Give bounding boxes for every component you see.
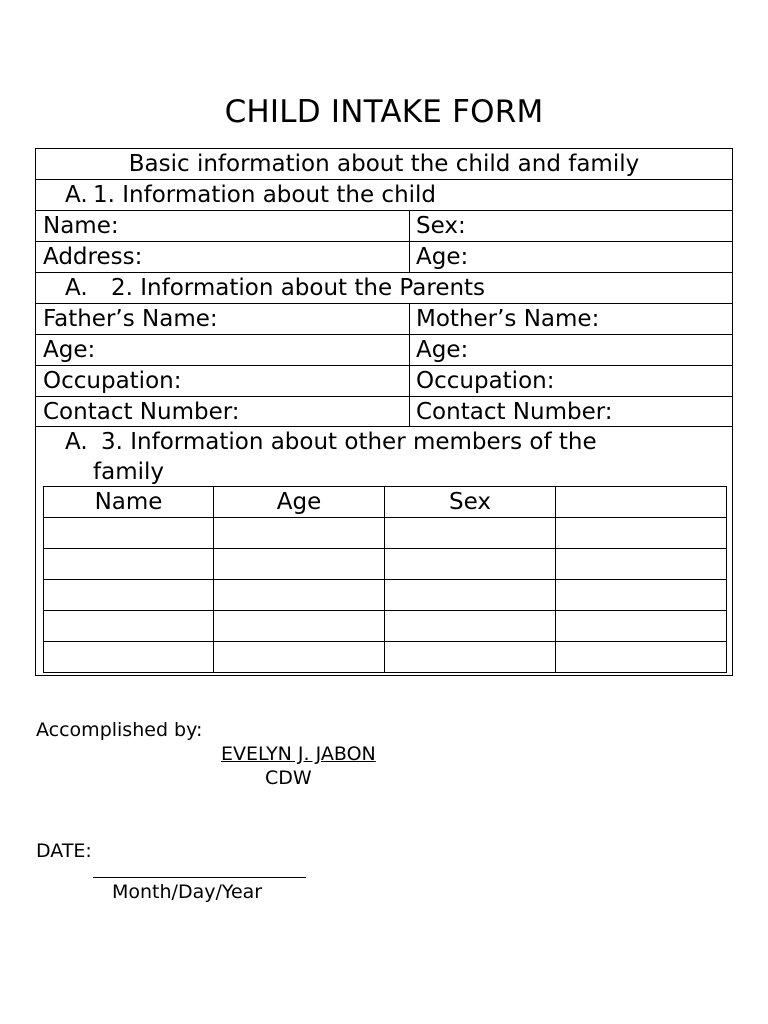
sex-field-label[interactable]: Sex: bbox=[416, 213, 466, 239]
table-cell[interactable] bbox=[385, 518, 556, 549]
table-cell[interactable] bbox=[44, 580, 214, 611]
father-age-field-label[interactable]: Age: bbox=[43, 337, 96, 363]
date-format-hint: Month/Day/Year bbox=[112, 881, 263, 903]
table-row bbox=[44, 518, 727, 549]
mother-contact-field-label[interactable]: Contact Number: bbox=[416, 399, 613, 425]
parent-row-names bbox=[36, 304, 732, 335]
page-title: CHILD INTAKE FORM bbox=[224, 94, 544, 130]
father-contact-field-label[interactable]: Contact Number: bbox=[43, 399, 240, 425]
section-title-continued: family bbox=[93, 459, 164, 485]
table-cell[interactable] bbox=[214, 580, 385, 611]
father-name-field-label[interactable]: Father’s Name: bbox=[43, 306, 218, 332]
table-cell[interactable] bbox=[385, 549, 556, 580]
section-members-heading bbox=[36, 427, 732, 486]
table-header-row bbox=[44, 487, 727, 518]
section-letter: A. bbox=[65, 429, 88, 455]
section-parents-heading bbox=[36, 273, 732, 304]
parent-row-contact bbox=[36, 397, 732, 427]
table-cell[interactable] bbox=[556, 549, 727, 580]
accomplished-by-label: Accomplished by: bbox=[36, 719, 203, 741]
form-header: Basic information about the child and family bbox=[128, 151, 640, 177]
table-cell[interactable] bbox=[385, 580, 556, 611]
table-cell[interactable] bbox=[556, 580, 727, 611]
date-signature-line[interactable] bbox=[93, 877, 306, 878]
table-row bbox=[44, 549, 727, 580]
date-label: DATE: bbox=[36, 840, 92, 862]
parent-row-occupation bbox=[36, 366, 732, 397]
accomplished-by-role: CDW bbox=[265, 767, 312, 789]
section-letter: A. bbox=[65, 182, 88, 208]
mother-occupation-field-label[interactable]: Occupation: bbox=[416, 368, 555, 394]
child-row-name-sex bbox=[36, 211, 732, 242]
table-cell[interactable] bbox=[44, 518, 214, 549]
section-letter: A. bbox=[65, 275, 88, 301]
table-row bbox=[44, 611, 727, 642]
table-cell[interactable] bbox=[214, 518, 385, 549]
column-header-blank bbox=[556, 487, 727, 518]
father-occupation-field-label[interactable]: Occupation: bbox=[43, 368, 182, 394]
table-cell[interactable] bbox=[385, 642, 556, 673]
table-cell[interactable] bbox=[385, 611, 556, 642]
intake-form-table bbox=[35, 148, 733, 676]
child-row-address-age bbox=[36, 242, 732, 273]
mother-name-field-label[interactable]: Mother’s Name: bbox=[416, 306, 600, 332]
table-cell[interactable] bbox=[44, 642, 214, 673]
table-cell[interactable] bbox=[44, 611, 214, 642]
table-cell[interactable] bbox=[214, 642, 385, 673]
section-title: 1. Information about the child bbox=[93, 182, 437, 208]
age-field-label[interactable]: Age: bbox=[416, 244, 469, 270]
table-row bbox=[44, 580, 727, 611]
column-header-name: Name bbox=[44, 487, 214, 518]
form-header-row bbox=[36, 149, 732, 180]
section-title: 2. Information about the Parents bbox=[111, 275, 486, 301]
section-title: 3. Information about other members of the bbox=[101, 429, 597, 455]
table-cell[interactable] bbox=[214, 611, 385, 642]
table-cell[interactable] bbox=[556, 611, 727, 642]
family-members-table bbox=[43, 486, 727, 673]
table-row bbox=[44, 642, 727, 673]
mother-age-field-label[interactable]: Age: bbox=[416, 337, 469, 363]
table-cell[interactable] bbox=[44, 549, 214, 580]
column-header-age: Age bbox=[214, 487, 385, 518]
table-cell[interactable] bbox=[556, 642, 727, 673]
parent-row-age bbox=[36, 335, 732, 366]
table-cell[interactable] bbox=[214, 549, 385, 580]
section-child-heading bbox=[36, 180, 732, 211]
address-field-label[interactable]: Address: bbox=[43, 244, 143, 270]
name-field-label[interactable]: Name: bbox=[43, 213, 119, 239]
column-header-sex: Sex bbox=[385, 487, 556, 518]
accomplished-by-name: EVELYN J. JABON bbox=[221, 743, 376, 765]
table-cell[interactable] bbox=[556, 518, 727, 549]
